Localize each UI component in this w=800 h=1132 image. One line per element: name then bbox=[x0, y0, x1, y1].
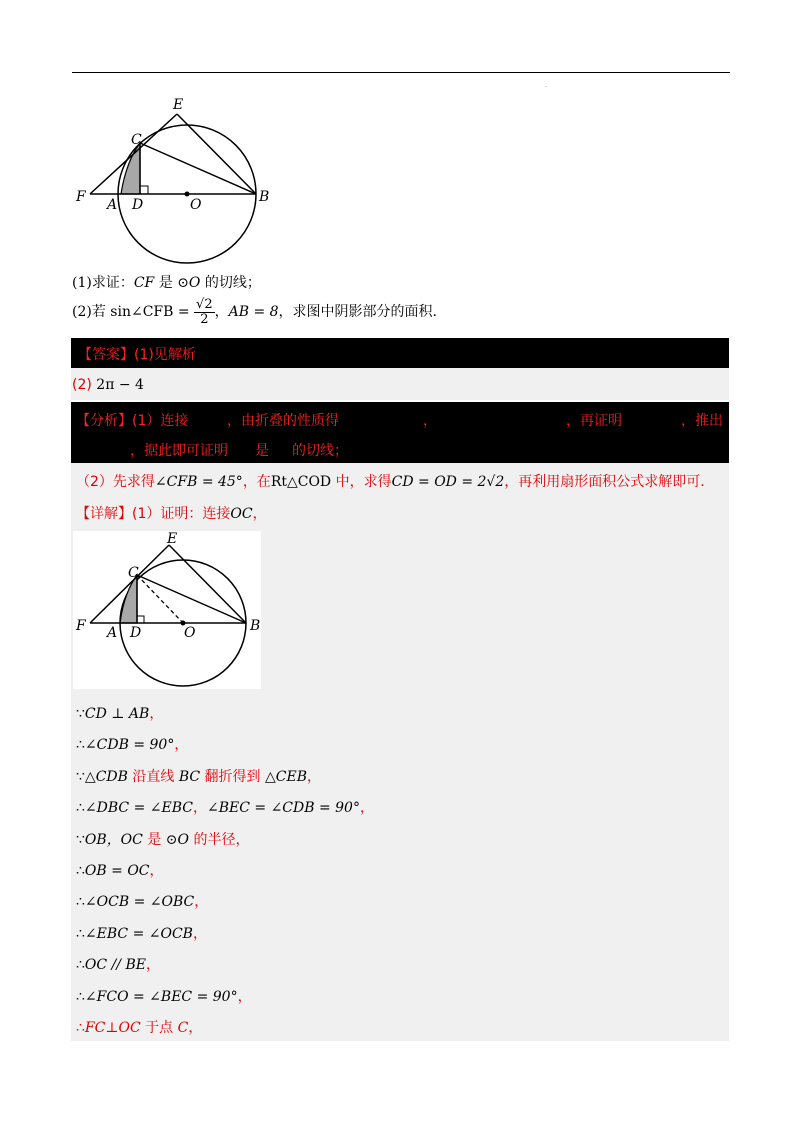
step-3-expr3: △CEB bbox=[265, 769, 307, 785]
answer-title: 【答案】(1)见解析 bbox=[78, 347, 196, 363]
step-4-text2: ， bbox=[359, 800, 374, 816]
step-1-text: ， bbox=[149, 706, 164, 722]
geometry-figure-2 bbox=[73, 531, 261, 689]
header-rule bbox=[72, 72, 730, 73]
step-8-text: ， bbox=[192, 926, 207, 942]
step-4-expr: ∠DBC = ∠EBC bbox=[84, 800, 193, 816]
step-6-expr: OB = OC bbox=[84, 863, 150, 879]
step-6-sym: ∴ bbox=[76, 863, 85, 879]
step-3 bbox=[76, 766, 321, 786]
q2-numerator: √2 bbox=[196, 297, 213, 312]
analysis-1b: ，由折叠的性质得 bbox=[227, 413, 339, 429]
step-3-text3: ， bbox=[307, 769, 321, 785]
fig1-label-F: F bbox=[76, 189, 86, 205]
step-10-sym: ∴ bbox=[76, 989, 85, 1005]
analysis-1a: 【分析】(1）连接 bbox=[76, 413, 189, 429]
step-11-expr: FC⊥OC bbox=[84, 1020, 141, 1036]
step-6-text: ， bbox=[149, 863, 164, 879]
q2-fraction bbox=[194, 298, 215, 326]
step-6 bbox=[76, 860, 164, 880]
step-10-text: ， bbox=[237, 989, 252, 1005]
step-4-sym: ∴ bbox=[76, 800, 85, 816]
step-3-text: 沿直线 bbox=[127, 769, 179, 785]
analysis-1c: ， bbox=[423, 413, 437, 429]
fig2-label-D: D bbox=[130, 625, 142, 641]
step-9-text: ， bbox=[145, 957, 160, 973]
analysis-1e: ，推出 bbox=[681, 413, 723, 429]
step-10-expr: ∠FCO = ∠BEC = 90° bbox=[84, 989, 238, 1005]
q2-prefix: (2)若 sin∠CFB = bbox=[72, 304, 195, 321]
q1-prefix: (1)求证： bbox=[72, 275, 134, 291]
fig1-label-O: O bbox=[190, 197, 202, 213]
step-9-expr: OC // BE bbox=[84, 957, 146, 973]
fig2-label-E: E bbox=[167, 531, 178, 547]
step-2-text: ， bbox=[174, 737, 189, 753]
answer-2-label: (2) bbox=[72, 377, 92, 393]
step-5-expr: OB，OC bbox=[84, 832, 143, 848]
answer-2-value: 2π − 4 bbox=[96, 377, 144, 393]
step-5-text2: 的半径， bbox=[189, 832, 250, 848]
analysis-2a: ，据此即可证明 bbox=[130, 443, 228, 459]
step-1-sym: ∵ bbox=[76, 706, 85, 722]
q2-expr: AB = 8 bbox=[228, 304, 279, 321]
step-5 bbox=[76, 829, 249, 849]
step-11-sym: ∴ bbox=[76, 1020, 85, 1036]
fig2-label-C: C bbox=[128, 565, 139, 581]
step-7-text: ， bbox=[194, 894, 209, 910]
analysis2-a: （2）先求得 bbox=[76, 474, 155, 490]
step-11 bbox=[76, 1017, 202, 1037]
analysis2-e: 中，求得 bbox=[331, 474, 392, 490]
detail-a: 【详解】(1）证明：连接 bbox=[76, 506, 231, 522]
analysis-line-1 bbox=[76, 410, 188, 430]
step-3-expr: △CDB bbox=[84, 769, 128, 785]
fig1-label-D: D bbox=[132, 197, 144, 213]
fig1-label-A: A bbox=[107, 197, 118, 213]
q2-denominator: 2 bbox=[200, 311, 209, 327]
fig1-label-C: C bbox=[131, 132, 142, 148]
detail-heading bbox=[76, 503, 267, 523]
analysis2-b: ∠CFB = 45° bbox=[154, 474, 243, 490]
analysis2-d: Rt△COD bbox=[270, 474, 332, 490]
analysis2-g: ，再利用扇形面积公式求解即可. bbox=[504, 474, 705, 490]
geometry-figure-1 bbox=[70, 92, 280, 267]
step-3-expr2: BC bbox=[178, 769, 201, 785]
fig2-label-F: F bbox=[76, 618, 86, 634]
answer-2 bbox=[72, 377, 144, 393]
step-4 bbox=[76, 797, 374, 817]
step-4-text: ， bbox=[192, 800, 207, 816]
q1-suffix: 的切线； bbox=[200, 275, 261, 291]
header-dot: . bbox=[545, 82, 547, 89]
analysis-2b: 是 bbox=[255, 443, 269, 459]
step-9-sym: ∴ bbox=[76, 957, 85, 973]
fig2-label-A: A bbox=[107, 625, 118, 641]
step-8-sym: ∴ bbox=[76, 926, 85, 942]
q2-suffix: ，求图中阴影部分的面积. bbox=[278, 304, 437, 321]
q2-mid: ， bbox=[214, 304, 229, 321]
step-1-expr: CD ⊥ AB bbox=[84, 706, 150, 722]
fig2-label-B: B bbox=[250, 618, 261, 634]
step-7-expr: ∠OCB = ∠OBC bbox=[84, 894, 195, 910]
step-2 bbox=[76, 734, 188, 754]
step-4-expr2: ∠BEC = ∠CDB = 90° bbox=[206, 800, 360, 816]
step-11-text: 于点 bbox=[140, 1020, 178, 1036]
step-9 bbox=[76, 954, 160, 974]
q1-expr: CF bbox=[133, 275, 155, 291]
analysis-2c: 的切线； bbox=[292, 443, 348, 459]
analysis2-f: CD = OD = 2√2 bbox=[391, 474, 505, 490]
analysis2-c: ，在 bbox=[242, 474, 271, 490]
detail-c: ， bbox=[252, 506, 267, 522]
step-7 bbox=[76, 891, 208, 911]
step-3-text2: 翻折得到 bbox=[200, 769, 265, 785]
q1-mid: 是 bbox=[154, 275, 178, 291]
step-5-expr2: ⊙O bbox=[165, 832, 190, 848]
question-1 bbox=[72, 272, 261, 292]
question-2 bbox=[72, 298, 437, 326]
step-10 bbox=[76, 986, 252, 1006]
step-7-sym: ∴ bbox=[76, 894, 85, 910]
detail-b: OC bbox=[230, 506, 253, 522]
fig2-label-O: O bbox=[184, 625, 196, 641]
fig1-label-B: B bbox=[259, 189, 270, 205]
step-8 bbox=[76, 923, 207, 943]
step-11-expr2: C bbox=[177, 1020, 189, 1036]
answer-2-band bbox=[71, 368, 729, 400]
analysis-1d: ，再证明 bbox=[566, 413, 622, 429]
step-1 bbox=[76, 703, 163, 723]
q1-circle: ⊙O bbox=[177, 275, 201, 291]
fig1-label-E: E bbox=[173, 97, 184, 113]
step-5-sym: ∵ bbox=[76, 832, 85, 848]
step-5-text: 是 bbox=[142, 832, 166, 848]
step-2-expr: ∠CDB = 90° bbox=[84, 737, 175, 753]
step-8-expr: ∠EBC = ∠OCB bbox=[84, 926, 193, 942]
step-2-sym: ∴ bbox=[76, 737, 85, 753]
analysis-part-2 bbox=[76, 471, 705, 491]
step-3-sym: ∵ bbox=[76, 769, 85, 785]
step-11-text2: ， bbox=[188, 1020, 203, 1036]
